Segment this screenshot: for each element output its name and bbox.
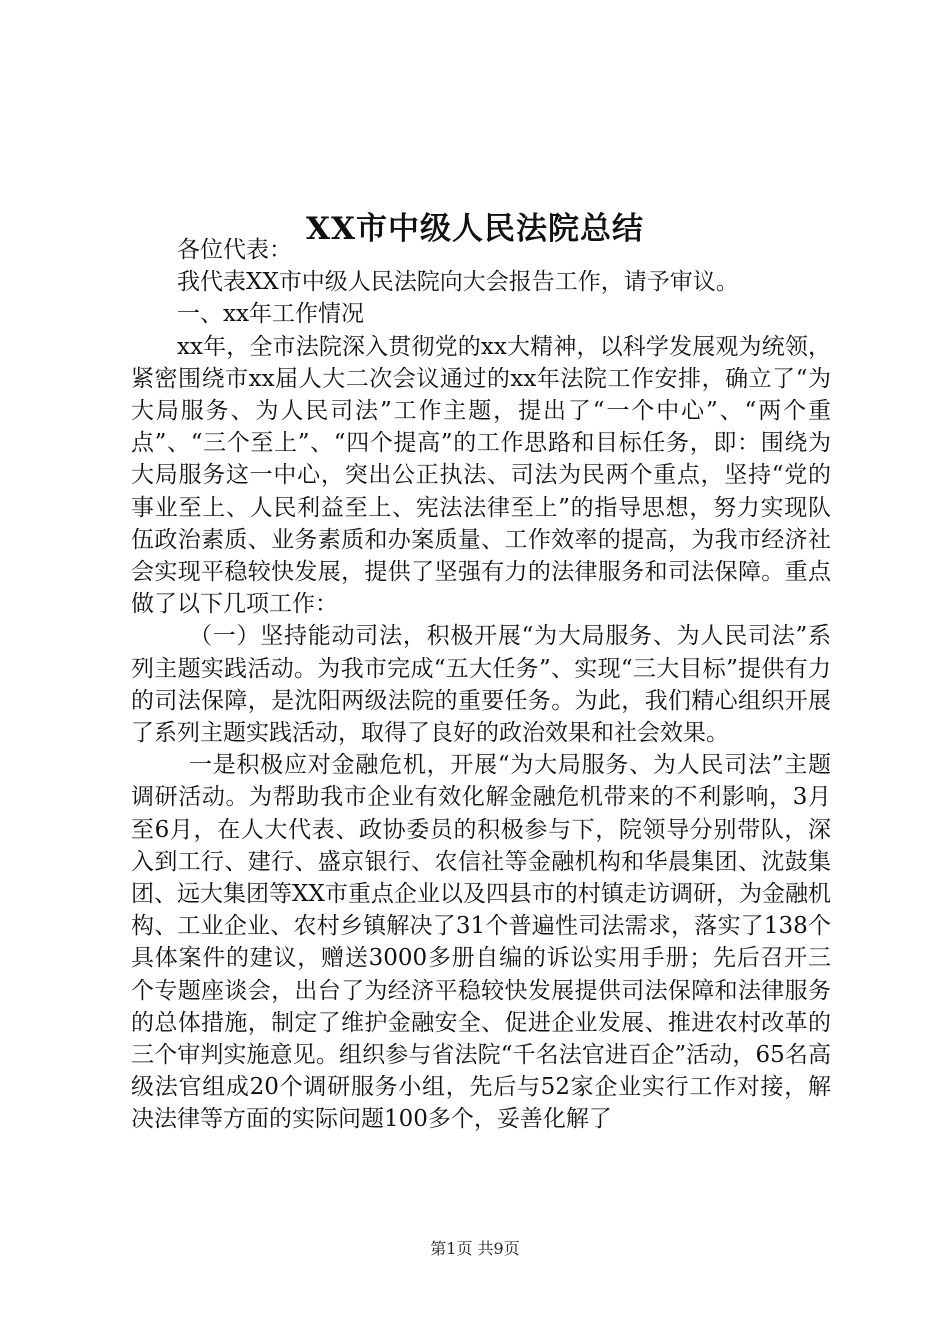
paragraph-item-one: （一）坚持能动司法，积极开展“为大局服务、为人民司法”系列主题实践活动。为我市完成“五大任务”、实现“三大目标”提供有力的司法保障，是沈阳两级法院的重要任务。为此，我们精心组织开展了系列主题实践活动，取得了良好的政治效果和社会效果。 (131, 623, 831, 747)
page-number-footer: 第1页 共9页 (430, 1239, 520, 1258)
paragraph-overview: xx年，全市法院深入贯彻党的xx大精神，以科学发展观为统领，紧密围绕市xx届人大二次会议通过的xx年法院工作安排，确立了“为大局服务、为人民司法”工作主题，提出了“一个中心”、“两个重点”、“三个至上”、“四个提高”的工作思路和目标任务，即：围绕为大局服务这一中心，突出公正执法、司法为民两个重点，坚持“党的事业至上、人民利益至上、宪法法律至上”的指导思想，努力实现队伍政治素质、业务素质和办案质量、工作效率的提高，为我市经济社会实现平稳较快发展，提供了坚强有力的法律服务和司法保障。重点做了以下几项工作： (131, 333, 831, 618)
paragraph-report-intro: 我代表XX市中级人民法院向大会报告工作，请予审议。 (177, 269, 739, 296)
section-heading: 一、xx年工作情况 (177, 301, 364, 328)
paragraph-salutation: 各位代表： (177, 237, 292, 263)
document-body (131, 234, 831, 1136)
paragraph-finance-crisis: 一是积极应对金融危机，开展“为大局服务、为人民司法”主题调研活动。为帮助我市企业有效化解金融危机带来的不利影响，3月至6月，在人大代表、政协委员的积极参与下，院领导分别带队，深入到工行、建行、盛京银行、农信社等金融机构和华晨集团、沈鼓集团、远大集团等XX市重点企业以及四县市的村镇走访调研，为金融机构、工业企业、农村乡镇解决了31个普遍性司法需求，落实了138个具体案件的建议，赠送3000多册自编的诉讼实用手册；先后召开三个专题座谈会，出台了为经济平稳较快发展提供司法保障和法律服务的总体措施，制定了维护金融安全、促进企业发展、推进农村改革的三个审判实施意见。组织参与省法院“千名法官进百企”活动，65名高级法官组成20个调研服务小组，先后与52家企业实行工作对接，解决法律等方面的实际问题100多个，妥善化解了 (131, 752, 831, 1133)
document-title: XX市中级人民法院总结 (305, 210, 645, 247)
